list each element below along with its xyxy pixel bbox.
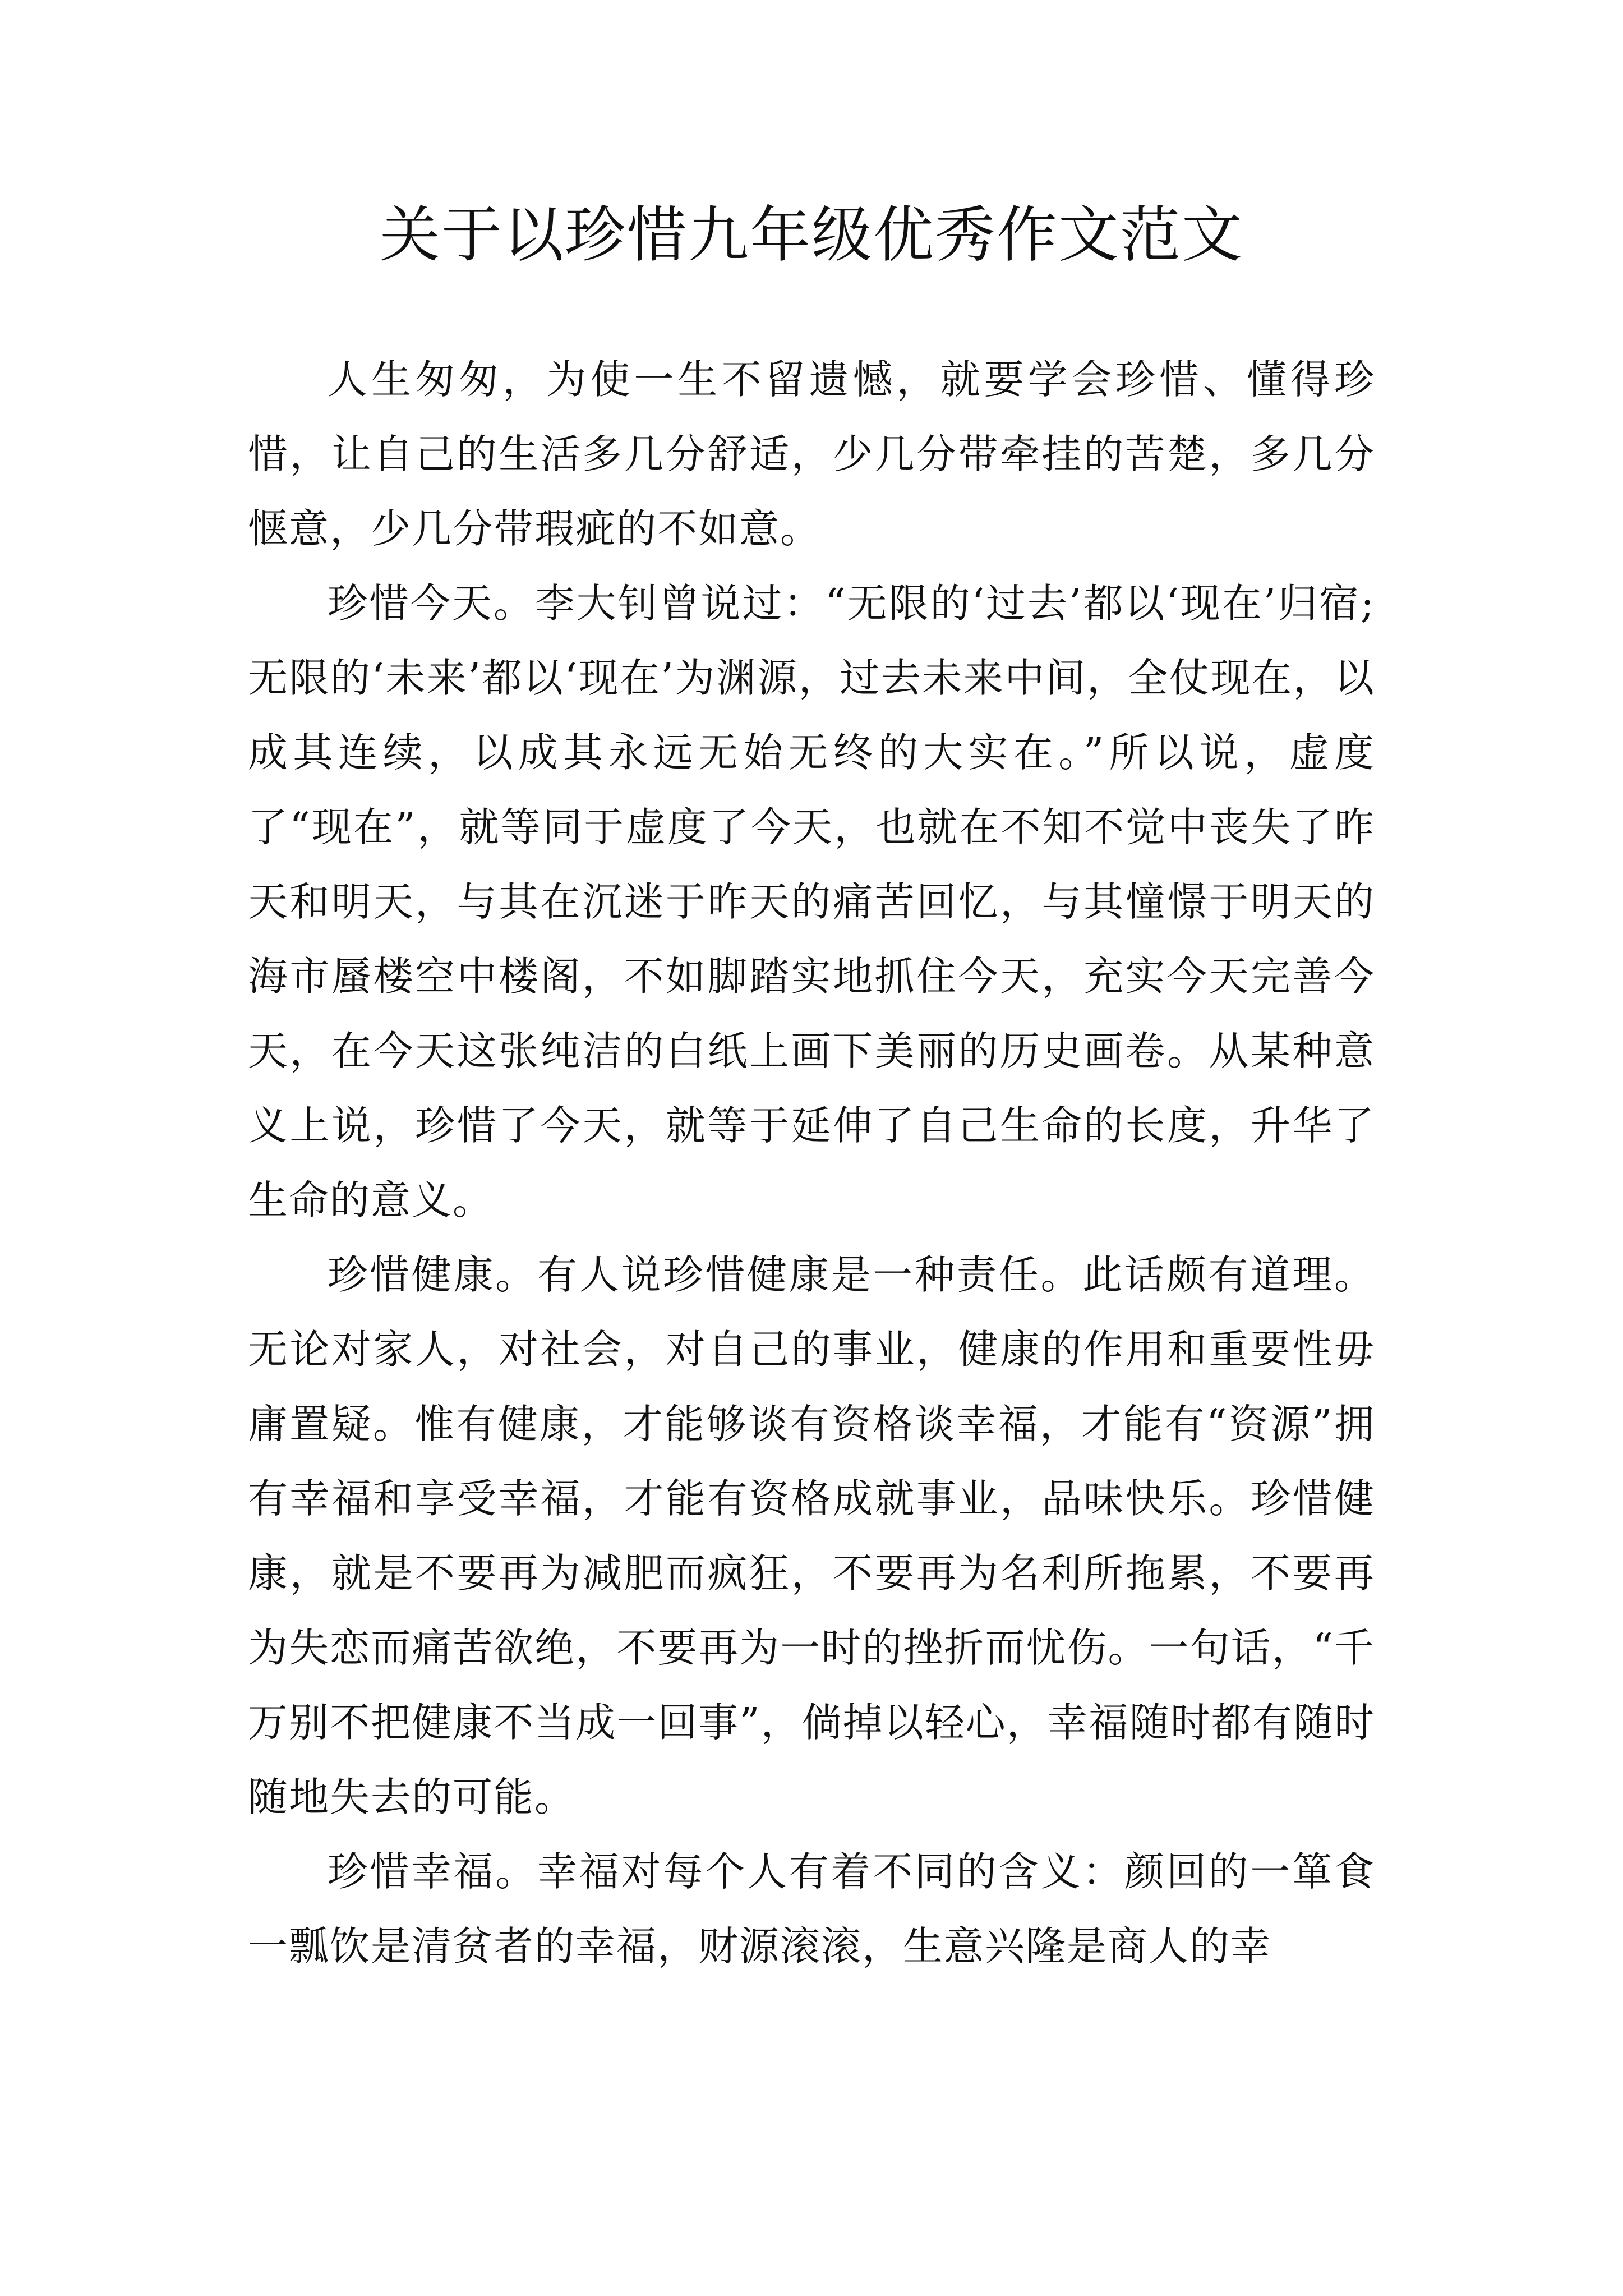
paragraph-cherish-health: 珍惜健康。有人说珍惜健康是一种责任。此话颇有道理。无论对家人，对社会，对自己的事业，健康的作用和重要性毋庸置疑。惟有健康，才能够谈有资格谈幸福，才能有“资源”拥有幸福和享受幸福，才能有资格成就事业，品味快乐。珍惜健康，就是不要再为减肥而疯狂，不要再为名利所拖累，不要再为失恋而痛苦欲绝，不要再为一时的挫折而忧伤。一句话，“千万别不把健康不当成一回事”，倘掉以轻心，幸福随时都有随时随地失去的可能。 <box>248 1251 1375 1820</box>
paragraph-cherish-happiness: 珍惜幸福。幸福对每个人有着不同的含义：颜回的一箪食一瓢饮是清贫者的幸福，财源滚滚，生意兴隆是商人的幸 <box>248 1848 1375 1970</box>
document-title: 关于以珍惜九年级优秀作文范文 <box>379 200 1243 270</box>
paragraph-intro: 人生匆匆，为使一生不留遗憾，就要学会珍惜、懂得珍惜，让自己的生活多几分舒适，少几分带牵挂的苦楚，多几分惬意，少几分带瑕疵的不如意。 <box>248 356 1375 552</box>
document-body <box>248 342 1375 1984</box>
paragraph-cherish-today: 珍惜今天。李大钊曾说过：“无限的‘过去’都以‘现在’归宿;无限的‘未来’都以‘现在’为渊源，过去未来中间，全仗现在，以成其连续，以成其永远无始无终的大实在。”所以说，虚度了“现在”，就等同于虚度了今天，也就在不知不觉中丧失了昨天和明天，与其在沉迷于昨天的痛苦回忆，与其憧憬于明天的海市蜃楼空中楼阁，不如脚踏实地抓住今天，充实今天完善今天，在今天这张纯洁的白纸上画下美丽的历史画卷。从某种意义上说，珍惜了今天，就等于延伸了自己生命的长度，升华了生命的意义。 <box>248 580 1375 1223</box>
